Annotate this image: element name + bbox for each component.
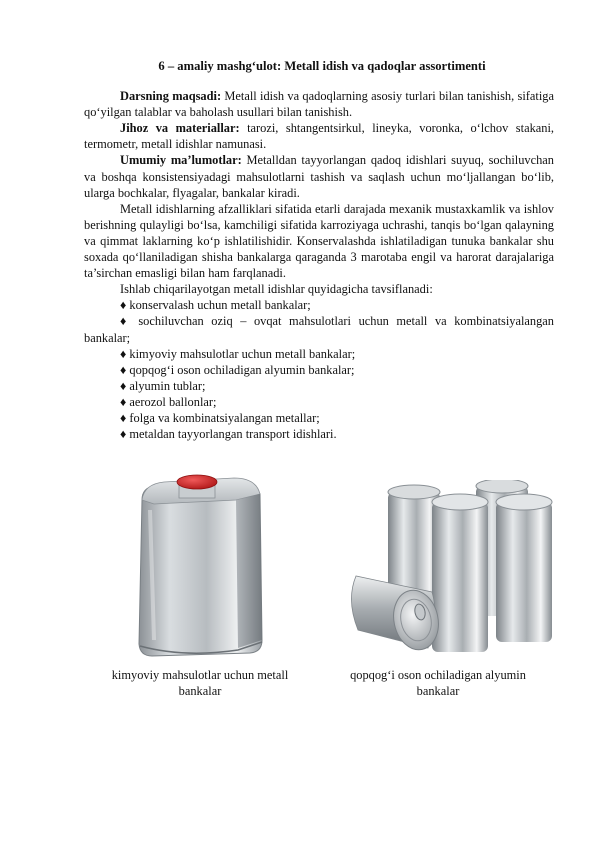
list-item: ♦ aerozol ballonlar; — [120, 394, 217, 409]
aim-label: Darsning maqsadi: — [120, 89, 222, 104]
paragraph-equipment — [84, 120, 554, 152]
aim-text: Metall idish va qadoqlarning asosiy turlari bilan tanishish, sifatiga qo‘yilgan talablar va baholash usullari bilan tanishish. — [84, 89, 554, 120]
aluminium-cans-image — [336, 480, 556, 665]
list-item: ♦ alyumin tublar; — [120, 378, 206, 393]
page-title: 6 – amaliy mashg‘ulot: Metall idish va qadoqlar assortimenti — [158, 59, 486, 73]
list-item: ♦ qopqog‘i oson ochiladigan alyumin bankalar; — [120, 362, 355, 377]
equipment-label: Jihoz va materiallar: — [120, 121, 240, 136]
paragraph-general-info — [84, 152, 554, 200]
general-info-label: Umumiy ma’lumotlar: — [120, 153, 242, 168]
list-item: ♦ kimyoviy mahsulotlar uchun metall bankalar; — [120, 346, 356, 361]
list-item: ♦ folga va kombinatsiyalangan metallar; — [120, 410, 320, 425]
list-item: ♦ sochiluvchan oziq – ovqat mahsulotlari uchun metall va kombinatsiyalangan bankalar; — [84, 314, 554, 345]
figures-area — [84, 470, 554, 660]
equipment-text: tarozi, shtangentsirkul, lineyka, voronka, o‘lchov stakani, termometr, metall idishlar namunasi. — [84, 121, 554, 152]
paragraph-list-intro: Ishlab chiqarilayotgan metall idishlar quyidagicha tavsiflanadi: — [120, 282, 433, 297]
document-page — [84, 58, 554, 442]
list-item: ♦ metaldan tayyorlangan transport idishlari. — [120, 427, 337, 442]
paragraph-advantages: Metall idishlarning afzalliklari sifatida etarli darajada mexanik mustaxkamlik va ishlov berishning qulayligi bo‘lsa, kamchiligi sifatida karroziyaga uchrashi, tanqis bo‘lgan qalayning va qimmat laklarning ko‘p ishlatilishidir. Konservalashda ishlatiladigan tunuka bankalar shu soxada qo‘llaniladigan shisha bankalarga qaraganda 3 marotaba engil va harorat darajalariga ta’sirchan emasligi bilan ham farqlanadi. — [84, 201, 554, 281]
metal-canister-image — [124, 470, 272, 660]
list-item: ♦ konservalash uchun metall bankalar; — [120, 298, 311, 313]
caption-chemical-cans: kimyoviy mahsulotlar uchun metall bankalar — [111, 668, 289, 698]
caption-aluminium-cans: qopqog‘i oson ochiladigan alyumin bankalar — [350, 668, 526, 698]
paragraph-aim — [84, 88, 554, 120]
general-info-text: Metalldan tayyorlangan qadoq idishlari suyuq, sochiluvchan va boshqa konsistensiyadagi mahsulotlarni tashish va saqlash uchun mo‘ljallangan bo‘lib, ularga bochkalar, flyagalar, bankalar kiradi. — [84, 153, 554, 200]
